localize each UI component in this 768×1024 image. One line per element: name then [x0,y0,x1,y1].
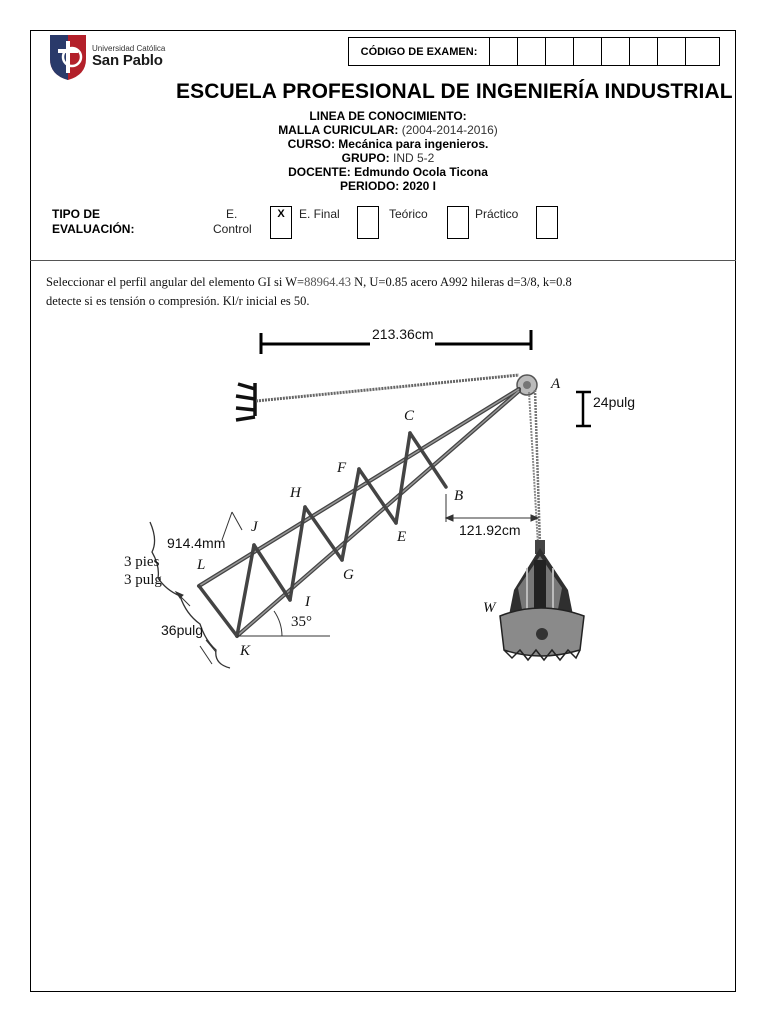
curriculum-label: MALLA CURICULAR: [278,123,399,137]
wall-support-icon [236,383,255,420]
dimension-914-label: 914.4mm [167,535,226,551]
course-line: CURSO: Mecánica para ingenieros. [287,137,489,151]
angle-label: 35° [291,614,312,630]
dimension-121-label: 121.92cm [459,522,521,538]
option-e-control-line2: Control [213,222,252,236]
truss-members [199,389,519,636]
logo-university-text: Universidad Católica [92,44,166,53]
problem-line-2: detecte si es tensión o compresión. Kl/r inicial es 50. [46,294,310,308]
node-label-c: C [404,408,415,424]
group-value: IND 5-2 [393,151,435,165]
knowledge-line: LINEA DE CONOCIMIENTO: [309,109,467,123]
exam-code-label: CÓDIGO DE EXAMEN: [348,37,490,66]
node-label-l: L [197,557,206,573]
dimension-213-label: 213.36cm [372,326,434,342]
node-label-a: A [551,376,561,392]
node-label-f: F [337,460,347,476]
node-label-j: J [251,519,258,535]
node-label-g: G [343,567,354,583]
support-cable [256,375,519,401]
option-e-control-checkbox[interactable]: X [270,206,292,239]
option-e-control-line1: E. [226,207,238,221]
dimension-24-label: 24pulg [593,394,636,410]
teacher-line: DOCENTE: Edmundo Ocola Ticona [288,165,488,179]
dimension-3pies-label: 3 pies [124,554,160,570]
node-label-b: B [454,488,464,504]
option-practico-label: Práctico [475,207,519,221]
evaluation-label-line1: TIPO DE [52,207,101,221]
problem-text-a: Seleccionar el perfil angular del elemento GI si W= [46,275,305,289]
dimension-36-label: 36pulg [161,622,204,638]
node-label-e: E [397,529,407,545]
dimension-3pulg-label: 3 pulg [124,572,162,588]
node-label-i: I [305,594,310,610]
option-e-final-label: E. Final [299,207,340,221]
problem-text-b: N, U=0.85 acero A992 hileras d=3/8, k=0.8 [350,275,572,289]
dimension-24-bracket [576,392,591,426]
group-label: GRUPO: [341,151,390,165]
option-teorico-label: Teórico [389,207,428,221]
node-label-h: H [290,485,301,501]
curriculum-value: (2004-2014-2016) [401,123,498,137]
period-line: PERIODO: 2020 I [339,179,437,193]
node-label-k: K [240,643,251,659]
school-title: ESCUELA PROFESIONAL DE INGENIERÍA INDUSTRIAL [176,80,733,103]
truss-web-members [199,433,446,636]
evaluation-label-line2: EVALUACIÓN: [52,222,135,236]
node-label-w: W [483,600,496,616]
logo-university-name: San Pablo [92,52,163,69]
grab-bucket-icon [500,540,584,660]
problem-weight-value: 88964.43 [304,275,351,289]
